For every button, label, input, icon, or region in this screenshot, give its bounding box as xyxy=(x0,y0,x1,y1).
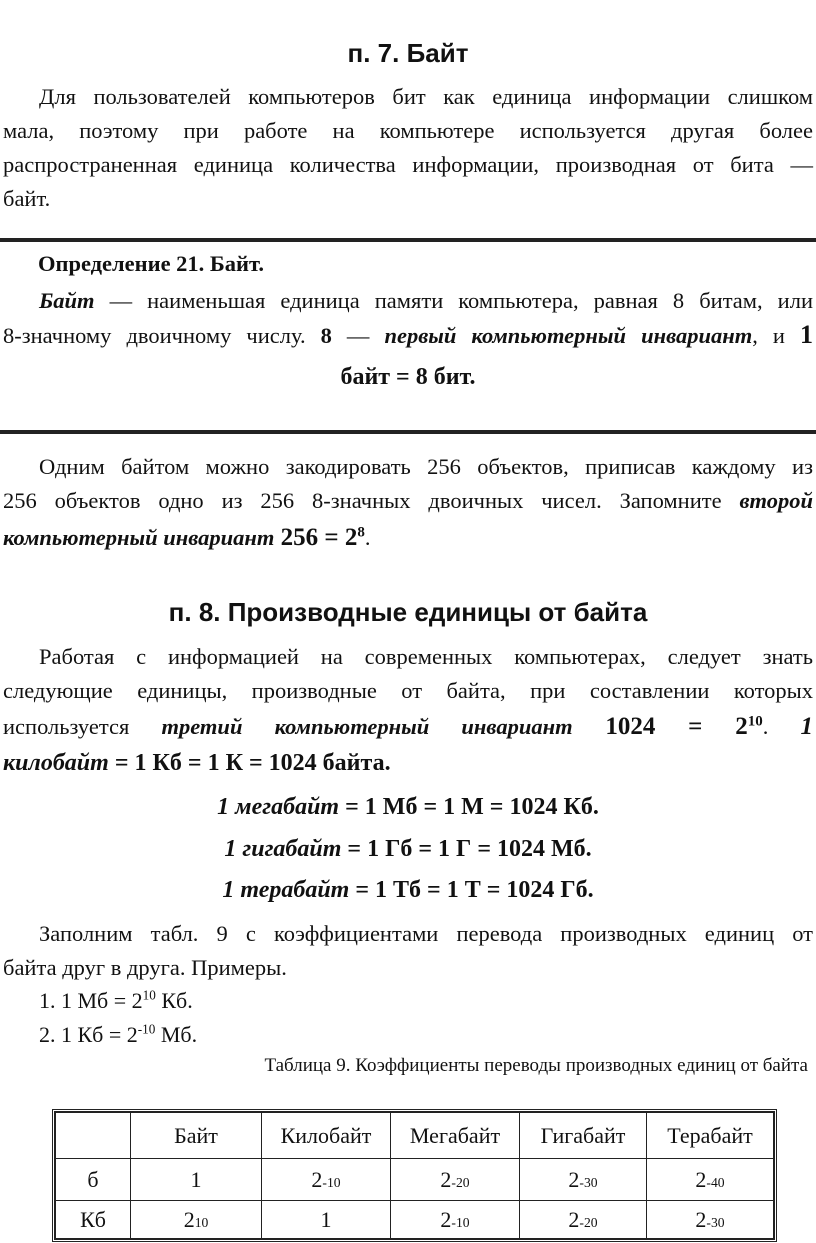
text-line xyxy=(3,708,813,746)
cell-base: 2 xyxy=(440,1206,452,1232)
example-text: 1. 1 Мб = 2 xyxy=(39,988,143,1013)
definition-text: 8-значному двоичному числу. xyxy=(3,323,321,348)
number-one: 1 xyxy=(800,713,814,740)
table-header-megabyte: Мегабайт xyxy=(391,1113,520,1159)
second-invariant-label: компьютерный инвариант xyxy=(3,525,275,550)
section-8-title: п. 8. Производные единицы от байта xyxy=(168,597,648,627)
cell-exp: -30 xyxy=(706,1214,725,1230)
example-1 xyxy=(39,988,193,1014)
table-cell xyxy=(262,1201,391,1239)
text-line xyxy=(3,284,813,318)
table-header-kilobyte: Килобайт xyxy=(262,1113,391,1159)
table-row xyxy=(56,1201,774,1239)
cell-base: 2 xyxy=(183,1206,195,1232)
first-invariant: первый компьютерный инвариант xyxy=(384,323,753,348)
cell-base: 2 xyxy=(695,1206,707,1232)
second-invariant-word: второй xyxy=(739,488,813,513)
unit-formula: = 1 Мб = 1 М = 1024 Кб. xyxy=(339,794,599,820)
conjunction: , и xyxy=(752,323,800,348)
table-cell xyxy=(647,1159,774,1201)
table-header-terabyte: Терабайт xyxy=(647,1113,774,1159)
text-line: байта друг в друга. Примеры. xyxy=(3,955,287,980)
table-cell xyxy=(391,1201,520,1239)
terabyte-formula xyxy=(0,877,816,904)
table-cell xyxy=(262,1159,391,1201)
unit-formula: = 1 Тб = 1 Т = 1024 Гб. xyxy=(349,877,594,903)
cell-exp: -20 xyxy=(579,1214,598,1230)
text-line: Работая с информацией на современных компьютерах, следует знать xyxy=(39,644,813,669)
formula-256: 256 = 2 xyxy=(274,524,358,551)
table-row xyxy=(56,1159,774,1201)
text-line: байт. xyxy=(3,186,51,211)
formula-1024: 1024 = 2 xyxy=(572,713,748,740)
unit-name: 1 терабайт xyxy=(222,877,350,903)
table-cell xyxy=(131,1159,262,1201)
number-eight: 8 xyxy=(320,323,332,348)
definition-top-rule xyxy=(0,238,816,242)
section-8-paragraph xyxy=(3,640,813,780)
period: . xyxy=(364,525,371,550)
definition-text: — наименьшая единица памяти компьютера, равная 8 битам, или xyxy=(94,288,813,313)
number-one: 1 xyxy=(799,320,813,349)
definition-body xyxy=(3,284,813,352)
row-label: б xyxy=(56,1159,131,1201)
cell-base: 2 xyxy=(695,1166,707,1192)
paragraph-256 xyxy=(3,450,813,558)
exponent: 10 xyxy=(747,713,763,730)
text-line: Для пользователей компьютеров бит как единица информации слишком xyxy=(39,84,813,109)
cell-exp: 10 xyxy=(194,1214,209,1230)
text-line: следующие единицы, производные от байта, при составлении которых xyxy=(3,678,813,703)
cell-base: 1 xyxy=(190,1166,202,1192)
gigabyte-formula xyxy=(0,836,816,863)
cell-base: 2 xyxy=(440,1166,452,1192)
period: . xyxy=(762,714,801,739)
example-text: Мб. xyxy=(155,1022,198,1047)
table-header-row xyxy=(56,1113,774,1159)
table-header-gigabyte: Гигабайт xyxy=(520,1113,647,1159)
conversion-table xyxy=(55,1112,774,1239)
cell-exp: -20 xyxy=(451,1174,470,1190)
exponent: -10 xyxy=(137,1021,156,1037)
text-line: Одним байтом можно закодировать 256 объектов, приписав каждому из xyxy=(39,454,813,479)
text-line xyxy=(3,484,813,518)
text-line: распространенная единица количества информации, производная от бита — xyxy=(3,152,813,177)
cell-exp: -10 xyxy=(451,1214,470,1230)
exponent: 8 xyxy=(357,524,365,541)
unit-name: 1 мегабайт xyxy=(217,794,340,820)
fill-table-paragraph xyxy=(3,917,813,985)
text-line xyxy=(3,318,813,352)
table-header-byte: Байт xyxy=(131,1113,262,1159)
definition-formula: байт = 8 бит. xyxy=(340,364,476,390)
example-text: Кб. xyxy=(155,988,193,1013)
section-7-paragraph xyxy=(3,80,813,216)
cell-exp: -10 xyxy=(322,1174,341,1190)
cell-exp: -40 xyxy=(706,1174,725,1190)
table-cell xyxy=(391,1159,520,1201)
text-line: мала, поэтому при работе на компьютере используется другая более xyxy=(3,118,813,143)
example-2 xyxy=(39,1022,197,1048)
cell-base: 1 xyxy=(320,1206,332,1232)
megabyte-formula xyxy=(0,794,816,821)
table-cell xyxy=(131,1201,262,1239)
cell-base: 2 xyxy=(568,1206,580,1232)
table-header-corner xyxy=(56,1113,131,1159)
paragraph-text: используется xyxy=(3,714,162,739)
text-line xyxy=(3,746,813,780)
definition-title: Определение 21. Байт. xyxy=(38,251,265,276)
paragraph-text: 256 объектов одно из 256 8-значных двоичных чисел. Запомните xyxy=(3,488,740,513)
row-label: Кб xyxy=(56,1201,131,1239)
table-caption: Таблица 9. Коэффициенты переводы производных единиц от байта xyxy=(264,1055,808,1076)
text-line xyxy=(3,518,813,558)
table-cell xyxy=(520,1201,647,1239)
cell-exp: -30 xyxy=(579,1174,598,1190)
table-cell xyxy=(647,1201,774,1239)
cell-base: 2 xyxy=(568,1166,580,1192)
unit-name: 1 гигабайт xyxy=(224,836,342,862)
text-line: Заполним табл. 9 с коэффициентами перевода производных единиц от xyxy=(39,921,813,946)
example-text: 2. 1 Кб = 2 xyxy=(39,1022,138,1047)
dash: — xyxy=(331,323,385,348)
definition-bottom-rule xyxy=(0,430,816,434)
section-7-title: п. 7. Байт xyxy=(347,38,469,68)
unit-formula: = 1 Гб = 1 Г = 1024 Мб. xyxy=(341,836,592,862)
exponent: 10 xyxy=(142,987,156,1003)
table-cell xyxy=(520,1159,647,1201)
term-bait: Байт xyxy=(39,288,95,313)
kilobyte-term: килобайт xyxy=(3,750,109,776)
cell-base: 2 xyxy=(311,1166,323,1192)
kilobyte-formula: = 1 Кб = 1 К = 1024 байта. xyxy=(108,750,391,776)
third-invariant: третий компьютерный инвариант xyxy=(161,714,573,739)
